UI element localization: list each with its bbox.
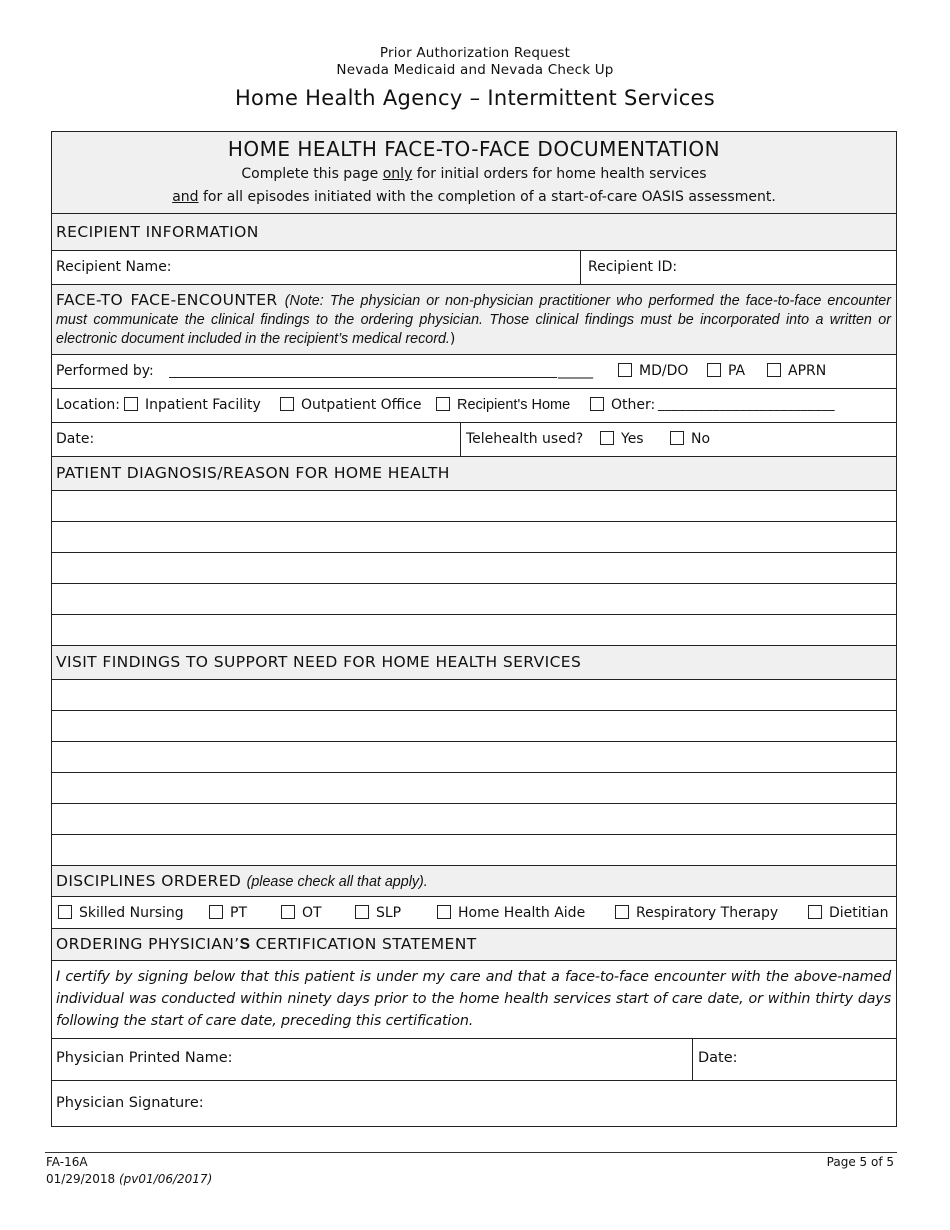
form-heading-block: [52, 132, 896, 214]
performed-by-trail: _____: [558, 363, 593, 379]
disciplines-note: (please check all that apply).: [246, 874, 428, 890]
diagnosis-line-2[interactable]: [52, 522, 896, 553]
disciplines-row: [52, 897, 896, 929]
footer-revision: [46, 1172, 212, 1186]
performed-by-line[interactable]: [169, 377, 557, 378]
instruction-2-post: for all episodes initiated with the completion of a start-of-care OASIS assessment.: [198, 189, 776, 205]
footer-date: 01/29/2018: [46, 1172, 116, 1186]
certification-statement: I certify by signing below that this patient is under my care and that a face-to-face encounter with the above-named individual was conducted within ninety days prior to the home health services start of care date, or within thirty days following the start of care date, preceding this certification.: [56, 969, 891, 1029]
performed-aprn-option[interactable]: [767, 363, 826, 379]
checkbox-icon[interactable]: [436, 397, 450, 411]
footer-rule: [45, 1152, 897, 1153]
ot-label: OT: [302, 905, 322, 921]
instruction-2-emphasis: and: [172, 189, 199, 205]
checkbox-icon[interactable]: [209, 905, 223, 919]
page-title: Home Health Agency – Intermittent Services: [234, 86, 716, 110]
performed-by-label: Performed by:: [56, 363, 154, 379]
certification-statement-row: [52, 961, 896, 1039]
header-line-2: Nevada Medicaid and Nevada Check Up: [336, 62, 614, 78]
location-row: [52, 389, 896, 423]
diagnosis-line-4[interactable]: [52, 584, 896, 615]
checkbox-icon[interactable]: [615, 905, 629, 919]
outpatient-label: Outpatient Office: [301, 397, 422, 413]
checkbox-icon[interactable]: [670, 431, 684, 445]
location-other-option[interactable]: [590, 397, 655, 413]
md-do-label: MD/DO: [639, 363, 689, 379]
checkbox-icon[interactable]: [590, 397, 604, 411]
diagnosis-section-header: [52, 457, 896, 491]
discipline-home-health-aide[interactable]: [437, 905, 585, 921]
home-label: Recipient's Home: [457, 397, 571, 413]
checkbox-icon[interactable]: [808, 905, 822, 919]
instruction-1-emphasis: only: [382, 166, 413, 182]
checkbox-icon[interactable]: [707, 363, 721, 377]
encounter-note-close: ): [449, 331, 456, 347]
header-line-1: Prior Authorization Request: [379, 45, 571, 61]
no-label: No: [691, 431, 711, 447]
findings-line-2[interactable]: [52, 711, 896, 742]
skilled-nursing-label: Skilled Nursing: [79, 905, 184, 921]
checkbox-icon[interactable]: [600, 431, 614, 445]
footer-page-number: Page 5 of 5: [826, 1155, 894, 1169]
location-inpatient-option[interactable]: [124, 397, 261, 413]
diagnosis-line-1[interactable]: [52, 491, 896, 522]
certification-section-title: [56, 935, 477, 954]
instruction-1-post: for initial orders for home health services: [412, 166, 707, 182]
findings-line-4[interactable]: [52, 773, 896, 804]
diagnosis-line-3[interactable]: [52, 553, 896, 584]
discipline-pt[interactable]: [209, 905, 247, 921]
diagnosis-line-5[interactable]: [52, 615, 896, 646]
location-label: Location:: [56, 397, 120, 413]
slp-label: SLP: [376, 905, 402, 921]
form-heading: HOME HEALTH FACE-TO-FACE DOCUMENTATION: [227, 137, 721, 161]
findings-section-header: [52, 646, 896, 680]
findings-line-6[interactable]: [52, 835, 896, 866]
discipline-dietitian[interactable]: [808, 905, 889, 921]
instruction-line-1: [52, 166, 896, 182]
certification-section-header: [52, 929, 896, 961]
telehealth-label: Telehealth used?: [466, 431, 584, 447]
discipline-ot[interactable]: [281, 905, 322, 921]
checkbox-icon[interactable]: [437, 905, 451, 919]
checkbox-icon[interactable]: [124, 397, 138, 411]
checkbox-icon[interactable]: [281, 905, 295, 919]
other-line[interactable]: __________________________: [658, 397, 835, 412]
telehealth-yes-option[interactable]: [600, 431, 644, 447]
physician-date-label: Date:: [698, 1050, 738, 1066]
footer-form-id: FA-16A: [46, 1155, 88, 1169]
home-health-aide-label: Home Health Aide: [458, 905, 586, 921]
encounter-header-text: [56, 291, 891, 348]
respiratory-therapy-label: Respiratory Therapy: [636, 905, 779, 921]
recipient-name-label: Recipient Name:: [56, 259, 172, 275]
findings-line-1[interactable]: [52, 680, 896, 711]
physician-printed-name-label: Physician Printed Name:: [56, 1050, 233, 1066]
findings-line-5[interactable]: [52, 804, 896, 835]
location-home-option[interactable]: [436, 397, 570, 413]
checkbox-icon[interactable]: [355, 905, 369, 919]
aprn-label: APRN: [788, 363, 827, 379]
discipline-skilled-nursing[interactable]: [58, 905, 184, 921]
instruction-line-2: [52, 189, 896, 205]
checkbox-icon[interactable]: [58, 905, 72, 919]
recipient-id-label: Recipient ID:: [588, 259, 678, 275]
cert-title-bold: S: [239, 936, 251, 953]
encounter-date-label: Date:: [56, 431, 95, 447]
other-label: Other:: [611, 397, 656, 413]
discipline-slp[interactable]: [355, 905, 401, 921]
findings-line-3[interactable]: [52, 742, 896, 773]
encounter-section-header: [52, 285, 896, 355]
physician-name-row: [52, 1039, 896, 1081]
performed-pa-option[interactable]: [707, 363, 745, 379]
cert-title-post: CERTIFICATION STATEMENT: [250, 935, 477, 953]
recipient-section-title: RECIPIENT INFORMATION: [56, 223, 259, 241]
performed-md-do-option[interactable]: [618, 363, 688, 379]
cert-title-pre: ORDERING PHYSICIAN’: [56, 935, 240, 953]
date-telehealth-row: [52, 423, 896, 457]
instruction-1-pre: Complete this page: [241, 166, 383, 182]
disciplines-section-header: [52, 866, 896, 897]
yes-label: Yes: [621, 431, 644, 447]
findings-section-title: VISIT FINDINGS TO SUPPORT NEED FOR HOME HEALTH SERVICES: [56, 653, 582, 671]
footer-prev-version: (pv01/06/2017): [119, 1172, 213, 1186]
checkbox-icon[interactable]: [280, 397, 294, 411]
diagnosis-section-title: PATIENT DIAGNOSIS/REASON FOR HOME HEALTH: [56, 464, 450, 482]
physician-signature-row[interactable]: [52, 1081, 896, 1126]
physician-signature-label: Physician Signature:: [56, 1095, 204, 1111]
performed-by-row: [52, 355, 896, 389]
dietitian-label: Dietitian: [829, 905, 889, 921]
encounter-section-title: FACE-TO FACE-ENCOUNTER: [56, 291, 278, 309]
telehealth-no-option[interactable]: [670, 431, 710, 447]
location-outpatient-option[interactable]: [280, 397, 422, 413]
encounter-note: (Note: The physician or non-physician practitioner who performed the face-to-face encounter must communicate the clinical findings to the ordering physician. Those clinical findings must be incorporated into a written or electronic document included in the recipient’s medical record.: [56, 293, 891, 347]
recipient-row: [52, 251, 896, 285]
inpatient-label: Inpatient Facility: [145, 397, 261, 413]
pt-label: PT: [230, 905, 247, 921]
face-to-face-form: [51, 131, 897, 1127]
disciplines-title: DISCIPLINES ORDERED: [56, 872, 242, 890]
discipline-respiratory-therapy[interactable]: [615, 905, 778, 921]
checkbox-icon[interactable]: [767, 363, 781, 377]
disciplines-section-title: [56, 872, 428, 890]
pa-label: PA: [728, 363, 746, 379]
recipient-section-header: [52, 214, 896, 251]
checkbox-icon[interactable]: [618, 363, 632, 377]
